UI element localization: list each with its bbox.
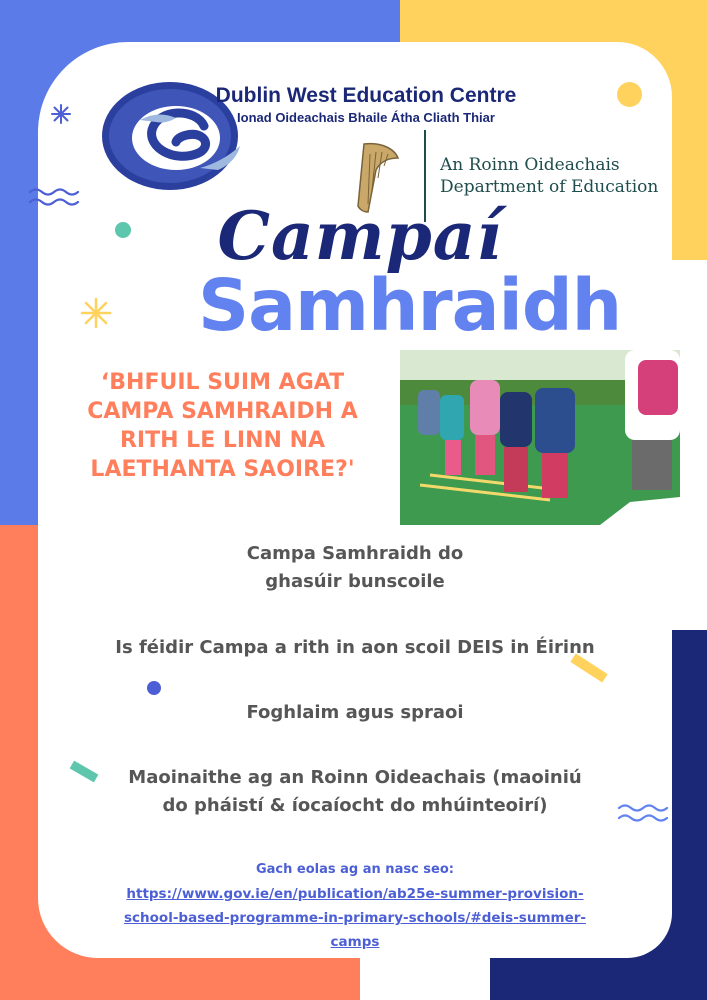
org-subtitle: Ionad Oideachais Bhaile Átha Cliath Thiar [237,110,495,125]
question-line: ‘BHFUIL SUIM AGAT [100,370,345,395]
wave-icon-left [28,186,80,210]
blue-dot-decoration [147,681,161,695]
body-item-summer-camp [60,540,650,596]
title-samhraidh: Samhraidh [198,264,622,347]
info-link-line[interactable]: camps [330,934,380,950]
body-line: do pháistí & íocaíocht do mhúinteoirí) [162,795,548,816]
body-line: Maoinaithe ag an Roinn Oideachais (maoiniú [128,767,582,788]
body-item-funding [60,764,650,820]
info-link-line[interactable]: school-based-programme-in-primary-schools/#deis-summer- [124,910,586,926]
yellow-dot-decoration [617,82,642,107]
info-link[interactable] [70,882,640,954]
body-line: ghasúir bunscoile [265,571,445,592]
body-line: Foghlaim agus spraoi [246,702,464,723]
body-line: Campa Samhraidh do [246,543,464,564]
sparkle-icon [80,297,112,329]
question-line: RITH LE LINN NA [119,428,326,453]
question-heading [50,368,395,484]
department-name-irish: An Roinn Oideachais [440,155,620,175]
asterisk-icon [50,103,72,125]
teal-dot-decoration [115,222,131,238]
body-line: Is féidir Campa a rith in aon scoil DEIS in Éirinn [115,637,595,658]
info-link-line[interactable]: https://www.gov.ie/en/publication/ab25e-summer-provision- [126,886,584,902]
question-line: LAETHANTA SAOIRE?' [90,457,355,482]
body-item-deis-schools [60,634,650,662]
body-item-learning-fun [60,699,650,727]
org-title: Dublin West Education Centre [215,84,517,107]
question-line: CAMPA SAMHRAIDH A [87,399,358,424]
children-playing-photo [400,350,680,525]
department-name-english: Department of Education [440,177,659,197]
title-campai: Campaí [217,197,503,275]
info-label: Gach eolas ag an nasc seo: [255,862,454,877]
